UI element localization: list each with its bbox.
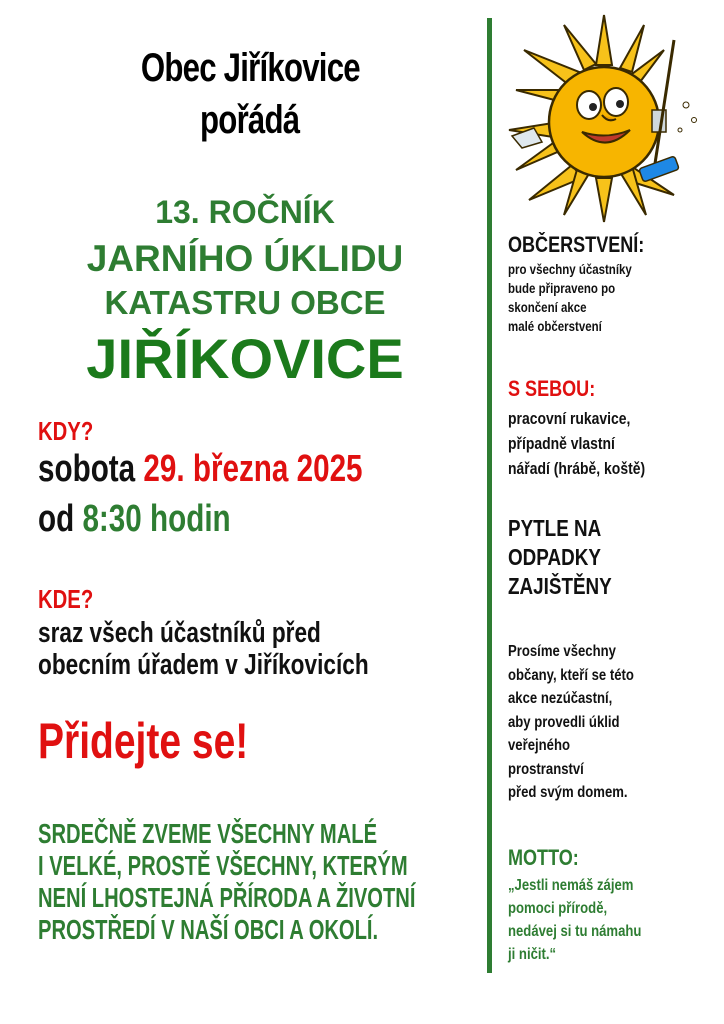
motto-text (508, 874, 671, 966)
bags-line: ODPADKY (508, 544, 601, 570)
refreshment-title: OBČERSTVENÍ: (508, 232, 645, 257)
refreshment-text (508, 260, 659, 336)
invite-line-2: I VELKÉ, PROSTĚ VŠECHNY, KTERÝM (38, 850, 408, 881)
where-line-2: obecním úřadem v Jiříkovicích (38, 649, 369, 681)
please-line: občany, kteří se této (508, 666, 634, 684)
invite-line-4: PROSTŘEDÍ V NAŠÍ OBCI A OKOLÍ. (38, 914, 379, 945)
motto-title: MOTTO: (508, 845, 579, 870)
bags-notice (508, 514, 635, 601)
bring-line: pracovní rukavice, (508, 409, 631, 428)
bring-line: případně vlastní (508, 434, 615, 453)
bags-line: ZAJIŠTĚNY (508, 573, 612, 599)
please-line: před svým domem. (508, 784, 628, 801)
refreshment-line: skončení akce (508, 299, 587, 315)
invitation-text (38, 818, 562, 946)
invite-line-1: SRDEČNĚ ZVEME VŠECHNY MALÉ (38, 818, 378, 849)
motto-line: pomoci přírodě, (508, 900, 608, 917)
column-divider (487, 18, 492, 973)
when-from: od (38, 498, 83, 540)
motto-line: ji ničit.“ (508, 946, 557, 963)
where-text (38, 617, 462, 681)
please-line: veřejného (508, 737, 570, 754)
when-time: 8:30 hodin (82, 498, 231, 540)
cleaning-sun-icon (504, 10, 704, 225)
call-to-action: Přidejte se! (38, 713, 249, 769)
organizer-line-1: Obec Jiříkovice (140, 46, 360, 90)
please-line: prostranství (508, 760, 584, 778)
title-line-1: 13. ROČNÍK (155, 194, 335, 230)
please-text (508, 640, 662, 805)
bring-line: nářadí (hrábě, koště) (508, 459, 646, 478)
please-line: Prosíme všechny (508, 643, 616, 660)
refreshment-line: pro všechny účastníky (508, 261, 632, 277)
refreshment-line: bude připraveno po (508, 280, 616, 296)
organizer-line-2: pořádá (200, 98, 300, 142)
bags-line: PYTLE NA (508, 515, 602, 541)
sidebar (500, 0, 724, 1024)
when-date-line (38, 448, 454, 491)
refreshment-line: malé občerstvení (508, 318, 602, 334)
bring-title: S SEBOU: (508, 376, 596, 401)
title-village: JIŘÍKOVICE (86, 327, 404, 390)
when-date: 29. března 2025 (143, 448, 363, 490)
title-line-3: KATASTRU OBCE (104, 284, 386, 321)
please-line: aby provedli úklid (508, 713, 620, 731)
please-line: akce nezúčastní, (508, 690, 613, 707)
motto-line: nedávej si tu námahu (508, 923, 642, 940)
when-label: KDY? (38, 416, 94, 446)
title-line-2: JARNÍHO ÚKLIDU (86, 238, 404, 279)
bring-text (508, 406, 675, 481)
when-day: sobota (38, 448, 144, 490)
where-label: KDE? (38, 584, 94, 614)
where-line-1: sraz všech účastníků před (38, 617, 321, 649)
when-time-line (38, 498, 285, 541)
invite-line-3: NENÍ LHOSTEJNÁ PŘÍRODA A ŽIVOTNÍ (38, 882, 416, 913)
motto-line: „Jestli nemáš zájem (508, 877, 634, 894)
